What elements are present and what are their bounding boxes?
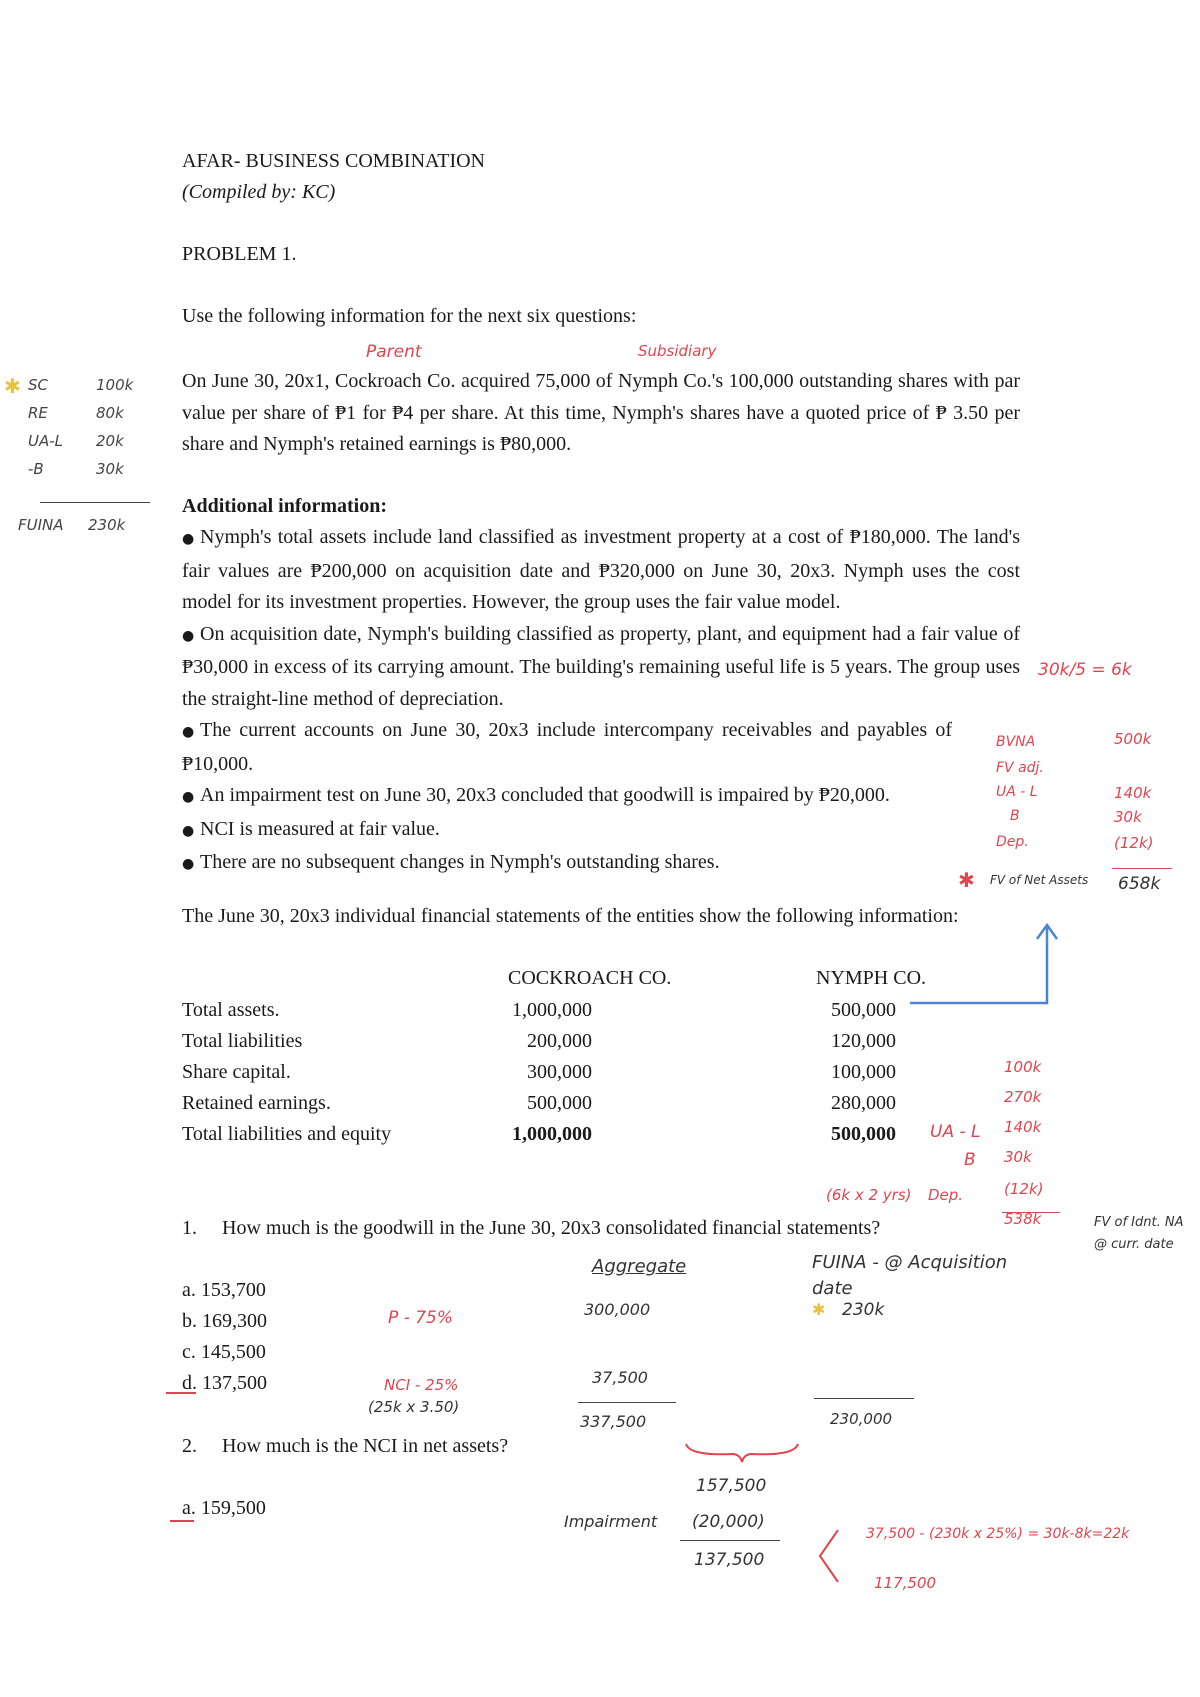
bullet-item: ● There are no subsequent changes in Nymph's outstanding shares. [182, 851, 720, 873]
nci-pct: NCI - 25% [384, 1376, 459, 1394]
fuina-value: 230k [842, 1300, 885, 1320]
left-calc-value: 20k [96, 432, 124, 450]
table-cell-nymph: 100,000 [831, 1061, 896, 1083]
table-cell-cockroach: 1,000,000 [512, 1123, 592, 1145]
right-calc-label: B [1010, 808, 1020, 824]
star-icon: ✱ [812, 1300, 826, 1319]
right-calc-value: (12k) [1114, 834, 1154, 852]
impairment-label: Impairment [564, 1512, 658, 1531]
impairment-value: 157,500 [696, 1476, 767, 1496]
nci-result: 117,500 [874, 1574, 937, 1592]
answer-mark [170, 1520, 194, 1522]
star-icon: ✱ [4, 374, 21, 398]
aggregate-value: 337,500 [580, 1412, 647, 1431]
lower-dep-note: (6k x 2 yrs) [826, 1186, 912, 1204]
q1-text: How much is the goodwill in the June 30, 20x3 consolidated financial statements? [222, 1217, 881, 1239]
left-total-label: FUINA [18, 516, 64, 534]
left-calc-value: 80k [96, 404, 124, 422]
impairment-value: (20,000) [692, 1512, 765, 1532]
q1-option: a. 153,700 [182, 1279, 266, 1301]
nci-formula: 37,500 - (230k x 25%) = 30k-8k=22k [866, 1526, 1130, 1542]
left-calc-value: 100k [96, 376, 134, 394]
fv-idnt-note: FV of Idnt. NA @ curr. date [1094, 1215, 1184, 1252]
q1-option: c. 145,500 [182, 1341, 266, 1363]
lower-ua-l: UA - L [930, 1122, 981, 1142]
star-icon: ✱ [958, 868, 975, 892]
nci-calc: (25k x 3.50) [368, 1398, 460, 1416]
paragraph-acquisition: On June 30, 20x1, Cockroach Co. acquired 75,000 of Nymph Co.'s 100,000 outstanding shares with par value per share of ₱1 for ₱4 per share. At this time, Nymph's shares have a quoted price of ₱ 3.50 per share and Nymph's retained earnings is ₱80,000. [182, 370, 1020, 455]
fuina-value: 230,000 [830, 1410, 893, 1428]
left-total-value: 230k [88, 516, 126, 534]
dep-calc-annotation: 30k/5 = 6k [1038, 660, 1132, 680]
lower-calc-divider [1002, 1212, 1060, 1213]
left-calc-label: UA-L [28, 432, 64, 450]
table-row-label: Share capital. [182, 1061, 291, 1083]
table-cell-cockroach: 300,000 [527, 1061, 592, 1083]
right-calc-divider [1112, 868, 1172, 869]
impairment-divider [680, 1540, 780, 1541]
right-calc-label: UA - L [996, 784, 1038, 800]
right-calc-value: 30k [1114, 808, 1142, 826]
answer-mark [166, 1392, 196, 1394]
table-cell-nymph: 500,000 [831, 1123, 896, 1145]
compiled-by: (Compiled by: KC) [182, 181, 336, 203]
left-calc-value: 30k [96, 460, 124, 478]
table-row-label: Total liabilities [182, 1030, 303, 1052]
left-calc-label: -B [28, 460, 44, 478]
lower-dep: Dep. [928, 1186, 964, 1204]
table-cell-cockroach: 500,000 [527, 1092, 592, 1114]
bullet-item: ● An impairment test on June 30, 20x3 concluded that goodwill is impaired by ₱20,000. [182, 784, 890, 806]
q2-option: a. 159,500 [182, 1497, 266, 1519]
aggregate-label: Aggregate [592, 1256, 687, 1277]
table-cell-nymph: 280,000 [831, 1092, 896, 1114]
right-calc-label: BVNA [996, 734, 1036, 750]
parent-annotation: Parent [366, 342, 422, 362]
left-calc-label: SC [28, 376, 48, 394]
q1-option: d. 137,500 [182, 1372, 267, 1394]
impairment-value: 137,500 [694, 1550, 765, 1570]
document-title: AFAR- BUSINESS COMBINATION [182, 150, 485, 172]
aggregate-divider [578, 1402, 676, 1403]
q2-text: How much is the NCI in net assets? [222, 1435, 509, 1457]
table-row-label: Total assets. [182, 999, 280, 1021]
right-calc-label: Dep. [996, 834, 1029, 850]
intro-text: Use the following information for the next six questions: [182, 305, 637, 327]
table-cell-cockroach: 200,000 [527, 1030, 592, 1052]
subsidiary-annotation: Subsidiary [638, 342, 717, 360]
additional-heading: Additional information: [182, 495, 388, 517]
fuina-divider [814, 1398, 914, 1399]
aggregate-value: 37,500 [592, 1368, 648, 1387]
table-cell-nymph: 500,000 [831, 999, 896, 1021]
q1-option: b. 169,300 [182, 1310, 267, 1332]
right-calc-label: FV adj. [996, 760, 1044, 776]
table-row-label: Total liabilities and equity [182, 1123, 392, 1145]
header-nymph: NYMPH CO. [816, 967, 927, 989]
bullet-list [182, 522, 1020, 881]
bullet-item: ● Nymph's total assets include land classified as investment property at a cost of ₱180,000. The land's fair values are ₱200,000 on acquisition date and ₱320,000 on June 30, 20x3. Nymph uses the cost model for its investment properties. However, the group uses the fair value model. [182, 526, 1020, 613]
lower-b: B [964, 1150, 976, 1170]
q1-number: 1. [182, 1217, 197, 1239]
table-row-label: Retained earnings. [182, 1092, 331, 1114]
aggregate-value: 300,000 [584, 1300, 651, 1319]
left-calc-divider [40, 502, 150, 503]
lower-calc-value: 270k [1004, 1088, 1042, 1106]
parent-pct: P - 75% [388, 1308, 453, 1328]
fv-net-assets-label: FV of Net Assets [990, 873, 1089, 887]
bullet-item: ● On acquisition date, Nymph's building classified as property, plant, and equipment had a fair value of ₱30,000 in excess of its carrying amount. The building's remaining useful life is 5 years. The group uses the straight-line method of depreciation. [182, 622, 1020, 710]
lower-calc-value: 140k [1004, 1118, 1042, 1136]
bullet-item: ● NCI is measured at fair value. [182, 817, 440, 840]
header-cockroach: COCKROACH CO. [508, 967, 672, 989]
bullet-item: ● The current accounts on June 30, 20x3 include intercompany receivables and payables of ₱10,000. [182, 719, 952, 775]
right-calc-value: 500k [1114, 730, 1152, 748]
brace-icon [682, 1440, 802, 1464]
table-cell-nymph: 120,000 [831, 1030, 896, 1052]
right-calc-value: 140k [1114, 784, 1152, 802]
fuina-label: FUINA - @ Acquisition date [812, 1252, 1008, 1299]
q2-number: 2. [182, 1435, 197, 1457]
statement-intro: The June 30, 20x3 individual financial statements of the entities show the following information: [182, 905, 959, 927]
table-cell-cockroach: 1,000,000 [512, 999, 592, 1021]
fv-net-assets-value: 658k [1118, 874, 1161, 894]
lower-calc-value: 100k [1004, 1058, 1042, 1076]
problem-heading: PROBLEM 1. [182, 243, 297, 265]
lower-calc-value: 30k [1004, 1148, 1032, 1166]
lower-calc-value: 538k [1004, 1210, 1042, 1228]
chevron-left-icon [814, 1526, 844, 1586]
lower-calc-value: (12k) [1004, 1180, 1044, 1198]
left-calc-label: RE [28, 404, 48, 422]
